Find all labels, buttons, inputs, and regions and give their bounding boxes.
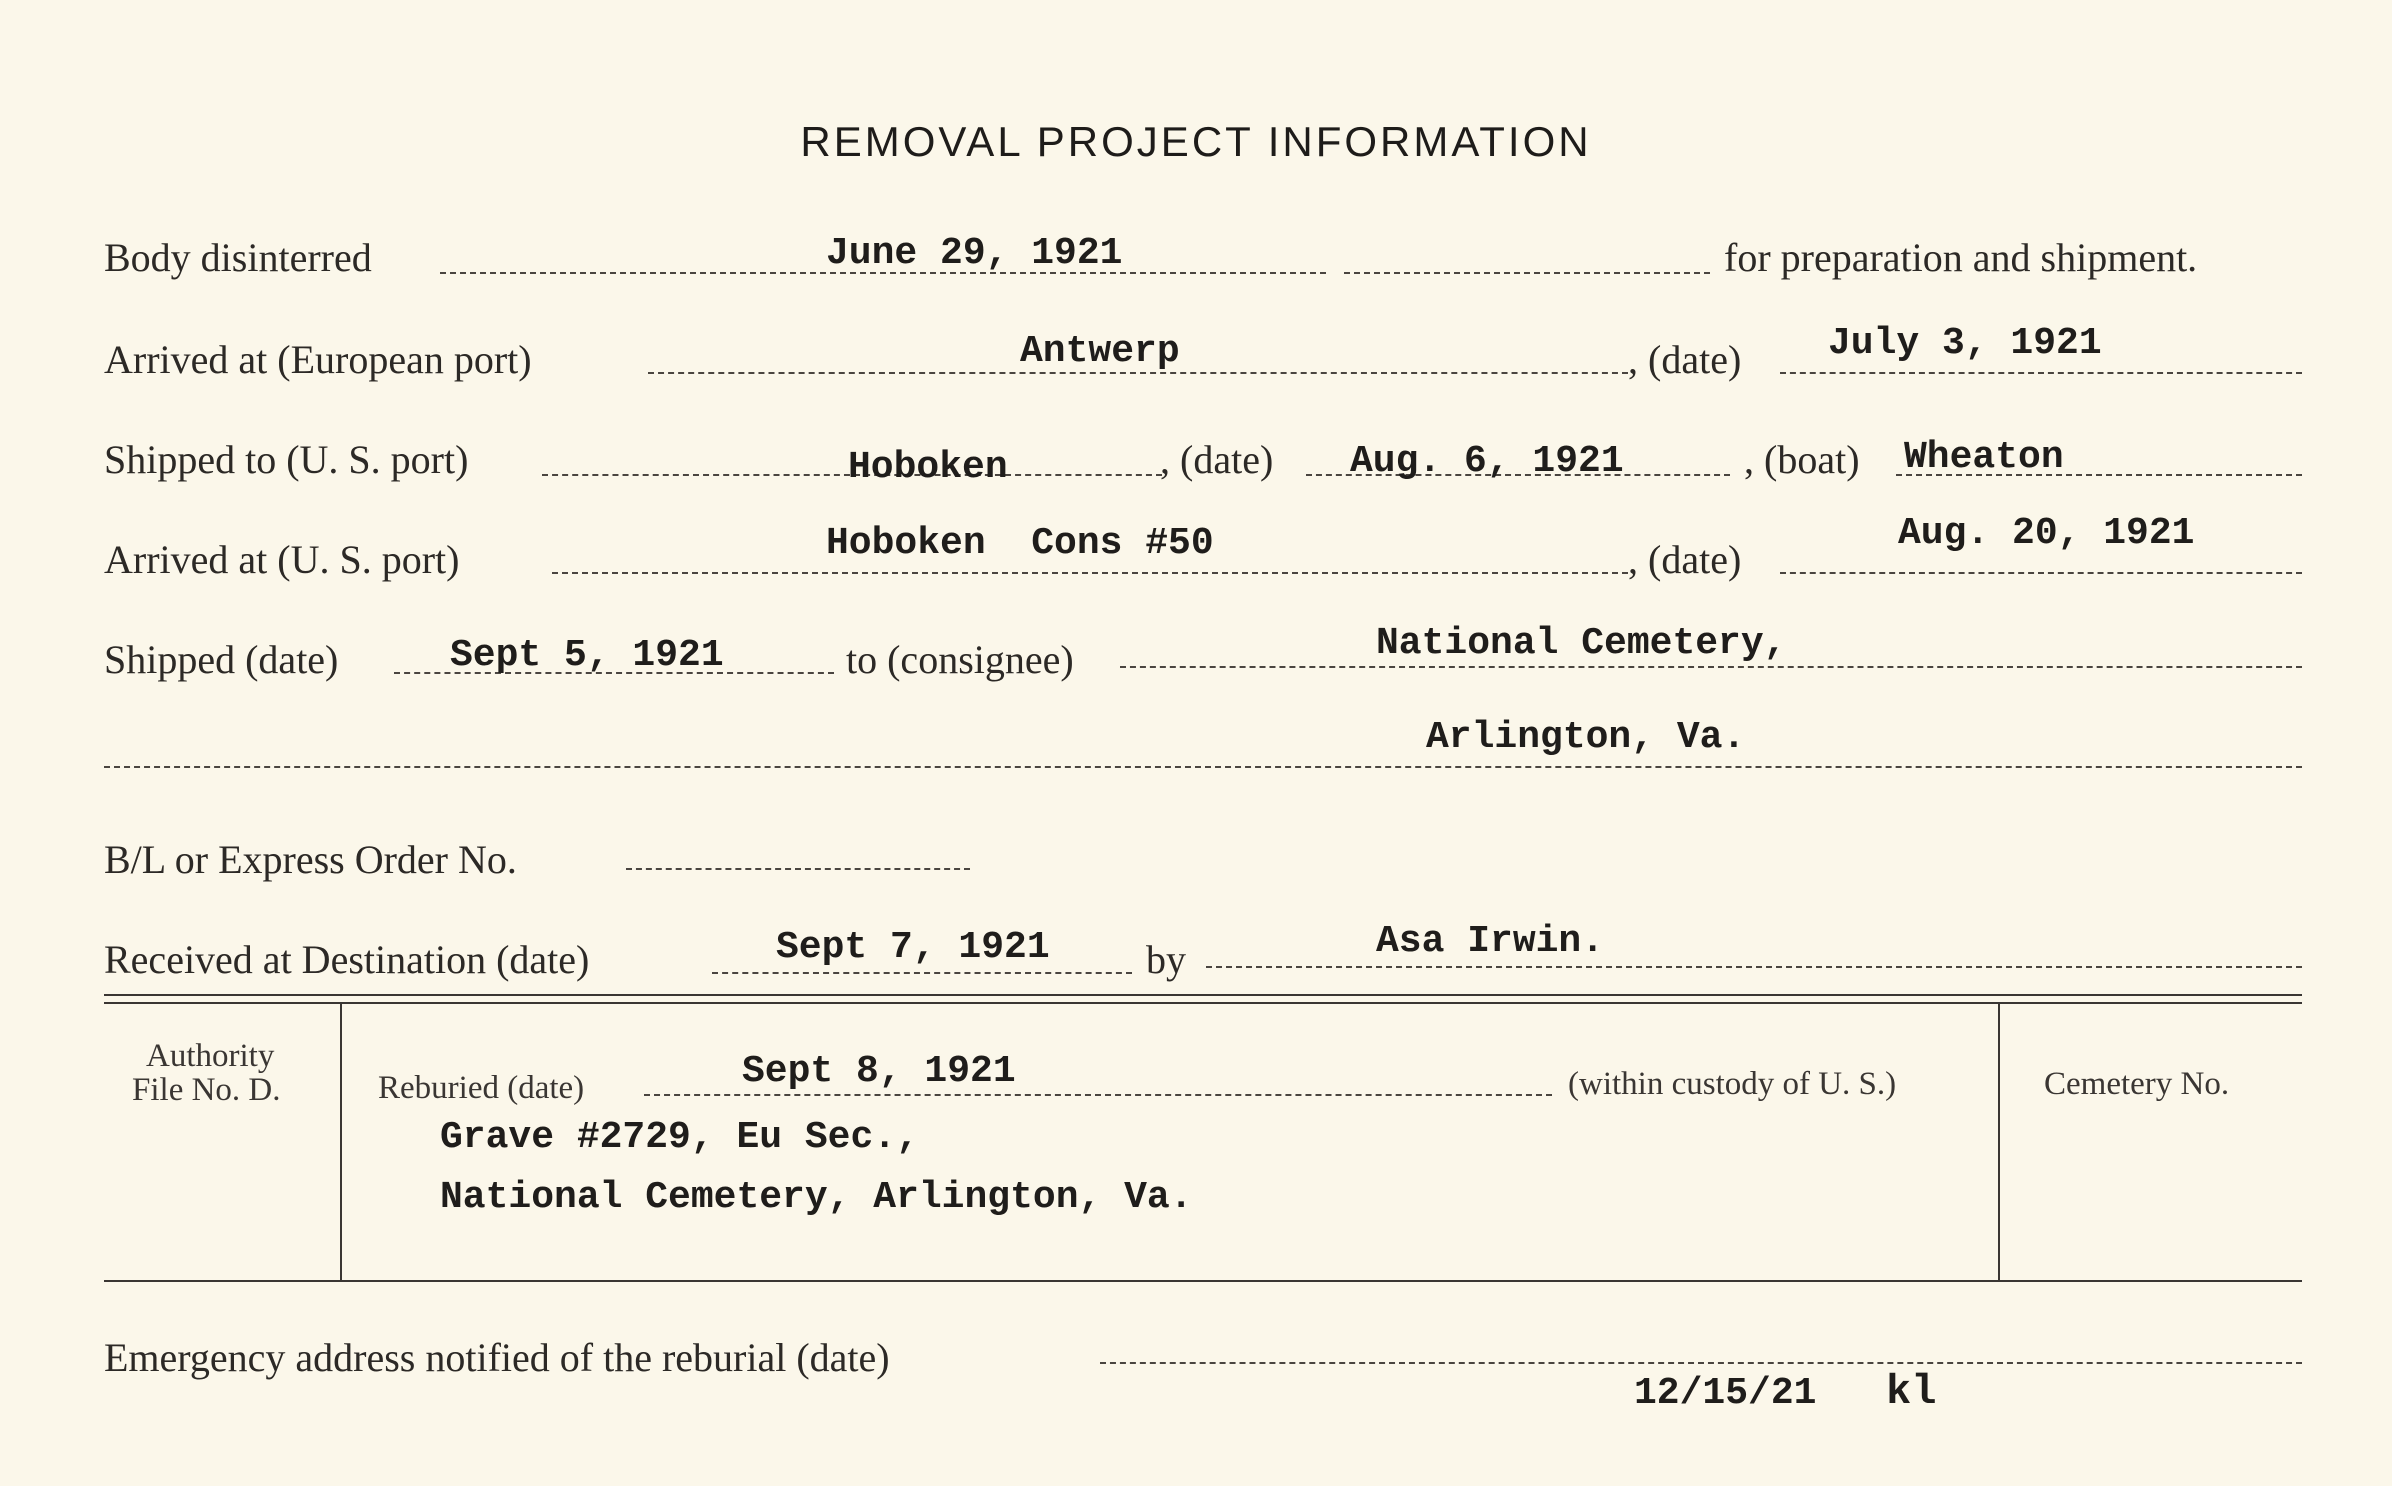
shipped-to-us-port-value: Hoboken: [848, 446, 1008, 489]
custody-label: (within custody of U. S.): [1568, 1066, 1897, 1102]
consignee-dotted-line: [1120, 666, 2302, 668]
box-right-divider: [1998, 1004, 2000, 1280]
arrived-european-port-label: Arrived at (European port): [104, 337, 532, 382]
emergency-label: Emergency address notified of the reburial (date): [104, 1335, 890, 1380]
reburied-label: Reburied (date): [378, 1070, 585, 1106]
received-label: Received at Destination (date): [104, 937, 590, 982]
arrived-us-date-value: Aug. 20, 1921: [1898, 512, 2195, 555]
arrived-us-port-dotted-line: [552, 572, 1628, 574]
shipped-to-date-value: Aug. 6, 1921: [1350, 440, 1624, 483]
arrived-european-port-value: Antwerp: [1020, 330, 1180, 373]
body-disinterred-label: Body disinterred: [104, 235, 372, 280]
consignee-label: to (consignee): [846, 637, 1074, 682]
received-by-label: by: [1146, 937, 1186, 982]
arrived-european-date-label: , (date): [1628, 337, 1742, 382]
box-top-rule: [104, 994, 2302, 996]
reburied-dotted-line: [644, 1094, 1552, 1096]
box-top-rule-2: [104, 1002, 2302, 1004]
emergency-initials: kl: [1886, 1368, 1937, 1416]
consignee-line2: Arlington, Va.: [1426, 716, 1746, 759]
authority-line1: Authority: [146, 1038, 275, 1074]
shipped-to-boat-label: , (boat): [1744, 437, 1860, 482]
arrived-european-date-dotted-line: [1780, 372, 2302, 374]
arrived-european-date-value: July 3, 1921: [1828, 322, 2102, 365]
box-left-divider: [340, 1004, 342, 1280]
emergency-dotted-line: [1100, 1362, 2302, 1364]
shipped-to-date-label: , (date): [1160, 437, 1274, 482]
shipped-date-label: Shipped (date): [104, 637, 339, 682]
received-date-dotted-line: [712, 972, 1132, 974]
received-by-dotted-line: [1206, 966, 2302, 968]
arrived-us-port-label: Arrived at (U. S. port): [104, 537, 460, 582]
shipped-to-us-port-label: Shipped to (U. S. port): [104, 437, 469, 482]
grave-line2: National Cemetery, Arlington, Va.: [440, 1176, 1193, 1219]
box-bottom-rule: [104, 1280, 2302, 1282]
cemetery-no-label: Cemetery No.: [2044, 1066, 2230, 1102]
shipped-date-value: Sept 5, 1921: [450, 634, 724, 677]
received-by-value: Asa Irwin.: [1376, 920, 1605, 963]
reburied-date-value: Sept 8, 1921: [742, 1050, 1016, 1093]
consignee-line1: National Cemetery,: [1376, 622, 1787, 665]
page-title: REMOVAL PROJECT INFORMATION: [800, 118, 1592, 165]
authority-line2: File No. D.: [132, 1072, 281, 1108]
consignee-dotted-line-2: [104, 766, 2302, 768]
bl-order-dotted-line: [626, 868, 970, 870]
arrived-us-date-dotted-line: [1780, 572, 2302, 574]
bl-order-label: B/L or Express Order No.: [104, 837, 517, 882]
emergency-date-value: 12/15/21: [1634, 1372, 1817, 1415]
arrived-us-date-label: , (date): [1628, 537, 1742, 582]
grave-line1: Grave #2729, Eu Sec.,: [440, 1116, 919, 1159]
received-date-value: Sept 7, 1921: [776, 926, 1050, 969]
body-disinterred-date: June 29, 1921: [826, 232, 1123, 275]
body-disinterred-suffix: for preparation and shipment.: [1724, 235, 2198, 280]
body-disinterred-dotted-line-2: [1344, 272, 1710, 274]
arrived-us-port-value: Hoboken Cons #50: [826, 522, 1214, 565]
shipped-to-boat-value: Wheaton: [1904, 436, 2064, 479]
